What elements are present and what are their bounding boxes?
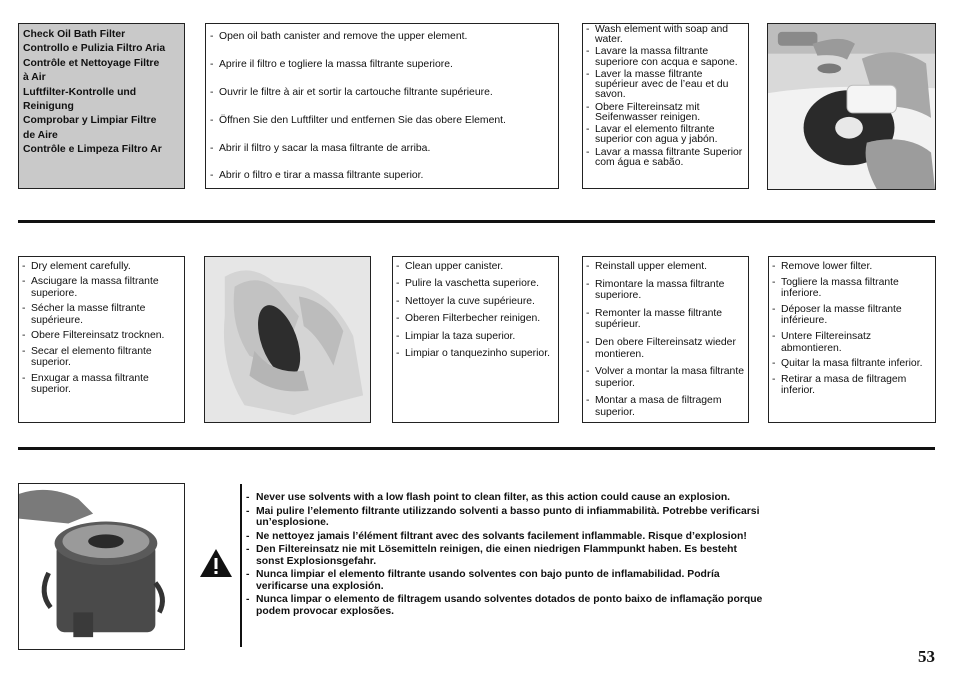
warning-triangle-svg	[199, 548, 233, 578]
list-item: - Laver la masse filtrante supérieur avec de l’eau et du savon.	[584, 70, 744, 100]
warning-item: - Ne nettoyez jamais l’élément filtrant avec des solvants facilement inflammable. Risque d’explosion!	[246, 531, 766, 542]
washing-filter-photo	[767, 23, 936, 190]
step-dry-list	[19, 257, 184, 396]
list-item: - Enxugar a massa filtrante superior.	[20, 373, 180, 396]
list-item: - Lavar a massa filtrante Superior com água e sabão.	[584, 148, 744, 168]
section-divider	[18, 220, 935, 223]
step-clean-canister-list	[393, 257, 558, 360]
step-wash-box	[582, 23, 749, 189]
step-reinstall-box	[582, 256, 749, 423]
list-item: - Remove lower filter.	[770, 261, 931, 273]
step-dry-box	[18, 256, 185, 423]
warning-text	[246, 492, 766, 619]
list-item: - Aprire il filtro e togliere la massa filtrante superiore.	[208, 59, 552, 71]
list-item: - Wash element with soap and water.	[584, 25, 744, 45]
list-item: - Clean upper canister.	[394, 261, 554, 273]
warning-triangle-icon	[199, 548, 233, 578]
list-item: - Montar a masa de filtragem superior.	[584, 395, 744, 418]
title-line: Comprobar y Limpiar Filtre	[23, 115, 157, 127]
title-line: Luftfilter-Kontrolle und	[23, 86, 137, 98]
list-item: - Retirar a masa de filtragem inferior.	[770, 374, 931, 397]
title-line: à Air	[23, 72, 46, 84]
drying-filter-photo	[204, 256, 371, 423]
drying-filter-illustration	[205, 257, 370, 422]
step-open-list	[206, 24, 558, 182]
list-item: - Sécher la masse filtrante supérieure.	[20, 303, 180, 326]
warning-item: - Den Filtereinsatz nie mit Lösemitteln reinigen, die einen niedrigen Flammpunkt haben. Es besteht sonst Explosionsgefahr.	[246, 544, 766, 567]
list-item: - Togliere la massa filtrante inferiore.	[770, 277, 931, 300]
step-wash-list	[583, 24, 748, 168]
step-open-box	[205, 23, 559, 189]
section-title	[19, 24, 184, 158]
page-number: 53	[918, 647, 935, 666]
warning-list	[246, 492, 766, 617]
list-item: - Den obere Filtereinsatz wieder montieren.	[584, 337, 744, 360]
list-item: - Limpiar o tanquezinho superior.	[394, 348, 554, 360]
step-clean-canister-box	[392, 256, 559, 423]
list-item: - Reinstall upper element.	[584, 261, 744, 273]
list-item: - Pulire la vaschetta superiore.	[394, 278, 554, 290]
list-item: - Volver a montar la masa filtrante superior.	[584, 366, 744, 389]
step-remove-lower-box	[768, 256, 936, 423]
list-item: - Abrir o filtro e tirar a massa filtrante superior.	[208, 170, 552, 182]
warning-divider	[240, 484, 242, 647]
title-line: Check Oil Bath Filter	[23, 29, 126, 40]
list-item: - Oberen Filterbecher reinigen.	[394, 313, 554, 325]
list-item: - Lavare la massa filtrante superiore con acqua e sapone.	[584, 47, 744, 67]
list-item: - Lavar el elemento filtrante superior con agua y jabón.	[584, 125, 744, 145]
list-item: - Obere Filtereinsatz trocknen.	[20, 330, 180, 342]
list-item: - Limpiar la taza superior.	[394, 331, 554, 343]
list-item: - Rimontare la massa filtrante superiore.	[584, 279, 744, 302]
step-remove-lower-list	[769, 257, 935, 397]
list-item: - Obere Filtereinsatz mit Seifenwasser reinigen.	[584, 103, 744, 123]
warning-item: - Nunca limpiar el elemento filtrante usando solventes con bajo punto de inflamabilidad. Podría verificarse una explosión.	[246, 569, 766, 592]
section-divider	[18, 447, 935, 450]
list-item: - Untere Filtereinsatz abmontieren.	[770, 331, 931, 354]
warning-item: - Nunca limpar o elemento de filtragem usando solventes dotados de ponto baixo de inflamação porque podem provocar explosões.	[246, 594, 766, 617]
list-item: - Öffnen Sie den Luftfilter und entfernen Sie das obere Element.	[208, 115, 552, 127]
list-item: - Dry element carefully.	[20, 261, 180, 273]
filter-canister-illustration	[19, 484, 184, 649]
section-title-box	[18, 23, 185, 189]
list-item: - Ouvrir le filtre à air et sortir la cartouche filtrante supérieure.	[208, 87, 552, 99]
list-item: - Nettoyer la cuve supérieure.	[394, 296, 554, 308]
washing-filter-illustration	[768, 24, 935, 189]
step-reinstall-list	[583, 257, 748, 419]
warning-item: - Never use solvents with a low flash point to clean filter, as this action could cause an explosion.	[246, 492, 766, 503]
list-item: - Déposer la masse filtrante inférieure.	[770, 304, 931, 327]
list-item: - Open oil bath canister and remove the upper element.	[208, 31, 552, 43]
filter-canister-photo	[18, 483, 185, 650]
title-line: Controllo e Pulizia Filtro Aria	[23, 43, 166, 55]
title-line: de Aire	[23, 129, 58, 141]
list-item: - Abrir il filtro y sacar la masa filtrante de arriba.	[208, 143, 552, 155]
title-line: Reinigung	[23, 101, 74, 113]
title-line: Contrôle e Limpeza Filtro Ar	[23, 144, 162, 156]
list-item: - Remonter la masse filtrante supérieur.	[584, 308, 744, 331]
warning-item: - Mai pulire l’elemento filtrante utilizzando solventi a basso punto di infiammabilità. Potrebbe verificarsi un’esplosione.	[246, 506, 766, 529]
list-item: - Asciugare la massa filtrante superiore.	[20, 276, 180, 299]
list-item: - Quitar la masa filtrante inferior.	[770, 358, 931, 370]
title-line: Contrôle et Nettoyage Filtre	[23, 57, 160, 69]
list-item: - Secar el elemento filtrante superior.	[20, 346, 180, 369]
